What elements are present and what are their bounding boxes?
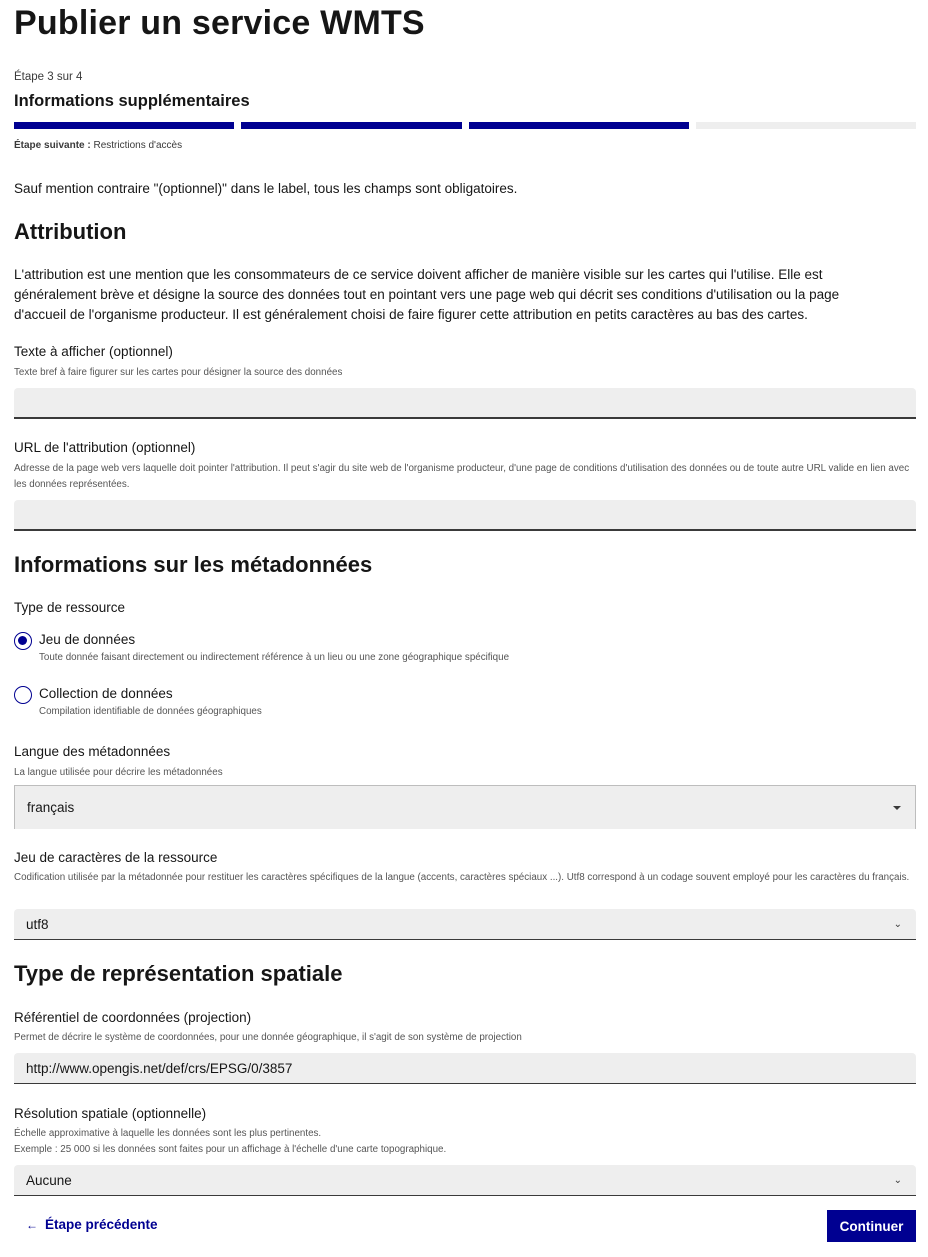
arrow-left-icon: ← xyxy=(26,1217,38,1232)
radio-series[interactable] xyxy=(14,685,262,717)
attribution-url-input[interactable] xyxy=(14,500,916,531)
language-label: Langue des métadonnées xyxy=(14,744,171,759)
chevron-down-icon: ⌄ xyxy=(893,1174,902,1186)
stepper-next-label: Étape suivante : xyxy=(14,140,91,151)
stepper-segment-4 xyxy=(696,122,916,129)
mandatory-note: Sauf mention contraire "(optionnel)" dans le label, tous les champs sont obligatoires. xyxy=(14,181,518,196)
resolution-select-value: Aucune xyxy=(26,1172,72,1188)
resolution-hint-1: Échelle approximative à laquelle les données sont les plus pertinentes. xyxy=(14,1128,322,1139)
spatial-heading: Type de représentation spatiale xyxy=(14,961,343,986)
attribution-text-label: Texte à afficher (optionnel) xyxy=(14,344,173,359)
crs-input[interactable] xyxy=(14,1053,916,1084)
attribution-text-hint: Texte bref à faire figurer sur les cartes pour désigner la source des données xyxy=(14,367,343,378)
language-select-value: français xyxy=(27,800,75,815)
radio-dataset[interactable] xyxy=(14,631,509,663)
radio-checked-icon[interactable] xyxy=(14,632,32,650)
language-hint: La langue utilisée pour décrire les métadonnées xyxy=(14,767,223,778)
dropdown-arrow-icon xyxy=(893,806,901,810)
stepper-progress-bar xyxy=(14,122,916,129)
attribution-text-input[interactable] xyxy=(14,388,916,419)
attribution-description: L'attribution est une mention que les consommateurs de ce service doivent afficher de manière visible sur les cartes qui l'utilise. Elle est généralement brève et désigne la source des données tout en pointant vers une page web qui décrit ses conditions d'utilisation ou la page d'accueil de l'organisme producteur. Il est généralement choisi de faire figurer cette attribution en petits caractères au bas des cartes. xyxy=(14,267,840,322)
radio-dataset-label: Jeu de données xyxy=(39,632,136,647)
metadata-heading: Informations sur les métadonnées xyxy=(14,552,373,577)
resolution-select[interactable] xyxy=(14,1165,916,1196)
previous-step-label: Étape précédente xyxy=(45,1217,158,1232)
charset-hint: Codification utilisée par la métadonnée pour restituer les caractères spécifiques de la langue (accents, caractères spéciaux ...). Utf8 correspond à un codage souvent employé pour les caractères du français. xyxy=(14,872,910,883)
radio-dataset-hint: Toute donnée faisant directement ou indirectement référence à un lieu ou une zone géographique spécifique xyxy=(39,652,510,663)
radio-unchecked-icon[interactable] xyxy=(14,686,32,704)
crs-hint: Permet de décrire le système de coordonnées, pour une donnée géographique, il s'agit de son système de projection xyxy=(14,1032,522,1043)
chevron-down-icon: ⌄ xyxy=(893,918,902,930)
charset-label: Jeu de caractères de la ressource xyxy=(14,850,218,865)
radio-series-label: Collection de données xyxy=(39,686,173,701)
radio-series-hint: Compilation identifiable de données géographiques xyxy=(39,706,262,717)
stepper-next-step xyxy=(14,140,182,151)
page-title: Publier un service WMTS xyxy=(14,4,425,42)
resource-type-legend: Type de ressource xyxy=(14,600,126,615)
language-select[interactable] xyxy=(14,785,916,829)
stepper-segment-1 xyxy=(14,122,234,129)
stepper-segment-3 xyxy=(469,122,689,129)
stepper-count: Étape 3 sur 4 xyxy=(14,71,83,83)
resolution-label: Résolution spatiale (optionnelle) xyxy=(14,1106,207,1121)
crs-label: Référentiel de coordonnées (projection) xyxy=(14,1010,252,1025)
charset-select[interactable] xyxy=(14,909,916,940)
stepper-next-value: Restrictions d'accès xyxy=(93,140,183,151)
stepper-segment-2 xyxy=(241,122,461,129)
previous-step-link[interactable] xyxy=(26,1217,158,1232)
continue-button[interactable]: Continuer xyxy=(827,1210,916,1242)
attribution-url-label: URL de l'attribution (optionnel) xyxy=(14,440,196,455)
attribution-heading: Attribution xyxy=(14,219,127,244)
resolution-hint-2: Exemple : 25 000 si les données sont faites pour un affichage à l'échelle d'une carte topographique. xyxy=(14,1144,447,1155)
charset-select-value: utf8 xyxy=(26,916,49,932)
attribution-url-hint: Adresse de la page web vers laquelle doit pointer l'attribution. Il peut s'agir du site web de l'organisme producteur, d'une page de conditions d'utilisation des données ou de toute autre URL valide en lien avec les données représentées. xyxy=(14,463,910,490)
stepper-title: Informations supplémentaires xyxy=(14,92,250,110)
